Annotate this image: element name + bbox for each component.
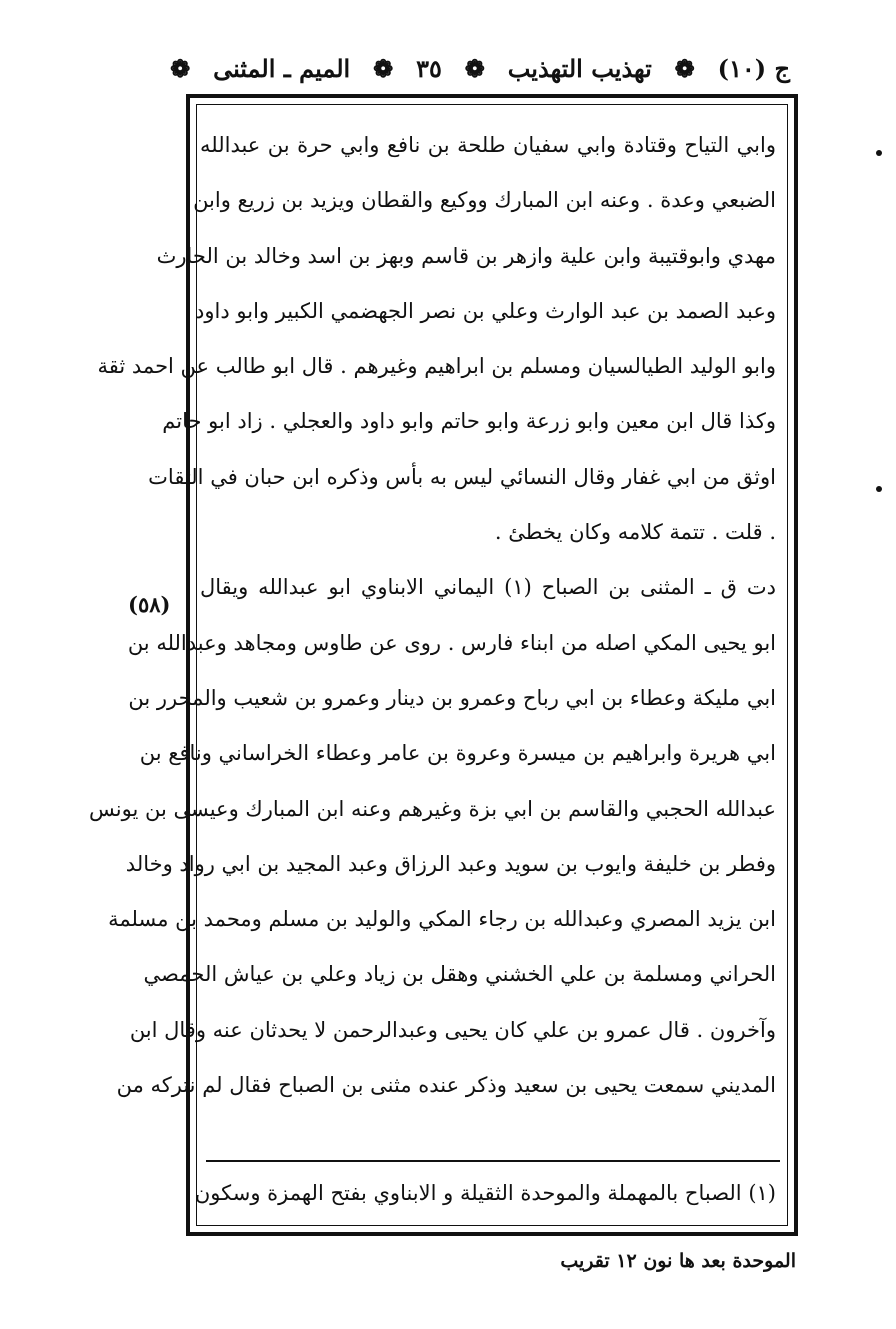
margin-mark xyxy=(876,486,882,492)
page-number: ٣٥ xyxy=(416,53,442,83)
text-line: الحراني ومسلمة بن علي الخشني وهقل بن زياد وعلي بن عياش الحمصي xyxy=(143,962,776,987)
footnote: (١) الصباح بالمهملة والموحدة الثقيلة و الابناوي بفتح الهمزة وسكون xyxy=(194,1181,776,1205)
text-line: وابو الوليد الطيالسيان ومسلم بن ابراهيم وغيرهم . قال ابو طالب عن احمد ثقة xyxy=(97,354,776,379)
text-line: اوثق من ابي غفار وقال النسائي ليس به بأس وذكره ابن حبان في الثقات xyxy=(148,464,776,489)
text-line: المديني سمعت يحيى بن سعيد وذكر عنده مثنى بن الصباح فقال لم نتركه من xyxy=(116,1073,776,1098)
book-title: تهذيب التهذيب xyxy=(507,53,652,83)
text-line: وكذا قال ابن معين وابو زرعة وابو حاتم وابو داود والعجلي . زاد ابو حاتم xyxy=(162,409,776,434)
ornament-icon: ❁ xyxy=(464,53,485,83)
volume-label: ج (١٠) xyxy=(717,53,790,83)
text-line: وآخرون . قال عمرو بن علي كان يحيى وعبدالرحمن لا يحدثان عنه وقال ابن xyxy=(129,1017,776,1042)
footnote-separator xyxy=(206,1160,780,1162)
text-line: ابي هريرة وابراهيم بن ميسرة وعروة بن عامر وعطاء الخراساني ونافع بن xyxy=(139,741,776,766)
text-line: الضبعي وعدة . وعنه ابن المبارك ووكيع والقطان ويزيد بن زريع وابن xyxy=(193,188,776,213)
text-line: مهدي وابوقتيبة وابن علية وازهر بن قاسم وبهز بن اسد وخالد بن الحارث xyxy=(156,243,776,268)
ornament-icon: ❁ xyxy=(373,53,394,83)
ornament-icon: ❁ xyxy=(170,53,191,83)
margin-mark xyxy=(876,150,882,156)
text-line: وابي التياح وقتادة وابي سفيان طلحة بن نافع وابي حرة بن عبدالله xyxy=(200,133,776,157)
text-line: وفطر بن خليفة وايوب بن سويد وعبد الرزاق وعبد المجيد بن ابي رواد وخالد xyxy=(125,851,776,876)
section-title: الميم ـ المثنى xyxy=(213,53,351,83)
text-line: ابو يحيى المكي اصله من ابناء فارس . روى عن طاوس ومجاهد وعبدالله بن xyxy=(127,630,776,655)
text-line: ابن يزيد المصري وعبدالله بن رجاء المكي والوليد بن مسلم ومحمد بن مسلمة xyxy=(108,907,776,932)
text-line: عبدالله الحجبي والقاسم بن ابي بزة وغيرهم وعنه ابن المبارك وعيسى بن يونس xyxy=(88,796,776,821)
text-line: ابي مليكة وعطاء بن ابي رباح وعمرو بن دينار وعمرو بن شعيب والمحرر بن xyxy=(128,685,776,710)
ornament-icon: ❁ xyxy=(674,53,695,83)
text-line: . قلت . تتمة كلامه وكان يخطئ . xyxy=(494,520,776,545)
text-line: وعبد الصمد بن عبد الوارث وعلي بن نصر الجهضمي الكبير وابو داود xyxy=(195,298,776,323)
entry-number: (٥٨) xyxy=(128,592,171,617)
page-header xyxy=(170,42,790,94)
catchword: الموحدة بعد ها نون ١٢ تقريب xyxy=(560,1250,796,1272)
entry-heading-line: دت ق ـ المثنى بن الصباح (١) اليماني الابناوي ابو عبدالله ويقال xyxy=(200,575,777,600)
